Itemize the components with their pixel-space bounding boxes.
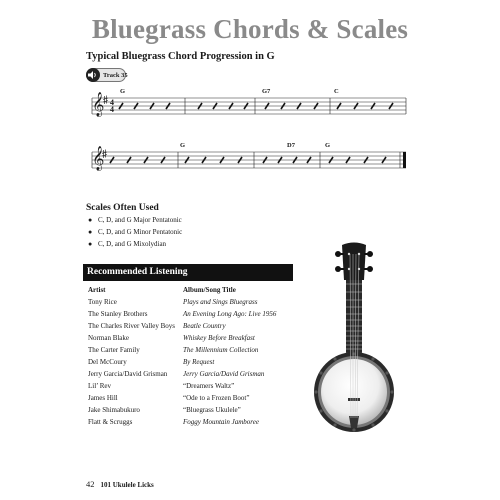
treble-clef-icon: 𝄞 — [92, 92, 105, 116]
scales-heading: Scales Often Used — [86, 203, 159, 213]
page-number: 42 — [86, 479, 95, 489]
treble-clef-icon: 𝄞 — [92, 146, 105, 170]
table-row — [83, 332, 293, 344]
artist-cell: Jerry Garcia/David Grisman — [88, 370, 168, 378]
chord-label: C — [334, 88, 339, 95]
scales-list — [88, 214, 182, 250]
title-cell: “Dreamers Waltz” — [183, 382, 235, 390]
chord-label: G — [120, 88, 126, 95]
title-cell: An Evening Long Ago: Live 1956 — [183, 310, 277, 318]
chord-label: D7 — [287, 142, 295, 149]
table-row — [83, 404, 293, 416]
artist-cell: Tony Rice — [88, 298, 117, 306]
table-row — [83, 368, 293, 380]
title-cell: Jerry Garcia/David Grisman — [183, 370, 265, 378]
page-footer — [86, 479, 154, 489]
recommended-listening-box — [83, 264, 293, 428]
scale-item-text: C, D, and G Minor Pentatonic — [98, 228, 183, 236]
time-signature-bottom: 4 — [110, 105, 114, 114]
track-label: Track 35 — [103, 72, 128, 79]
section-subtitle: Typical Bluegrass Chord Progression in G — [86, 51, 275, 62]
time-signature-top: 4 — [110, 98, 114, 107]
table-row — [83, 416, 293, 428]
title-cell: Foggy Mountain Jamboree — [183, 418, 259, 426]
list-item — [88, 238, 182, 250]
bullet-icon: ● — [88, 240, 93, 248]
bullet-icon: ● — [88, 216, 93, 224]
artist-cell: Jake Shimabukuro — [88, 406, 140, 414]
artist-cell: The Carter Family — [88, 346, 140, 354]
title-cell: “Ode to a Frozen Boot” — [183, 394, 250, 402]
scale-item-text: C, D, and G Mixolydian — [98, 240, 167, 248]
title-cell: Whiskey Before Breakfast — [183, 334, 255, 342]
artist-cell: The Stanley Brothers — [88, 310, 148, 318]
artist-cell: Lil’ Rev — [88, 382, 112, 390]
table-row — [83, 356, 293, 368]
banjo-ukulele-image — [302, 240, 412, 435]
page-title: Bluegrass Chords & Scales — [91, 14, 409, 44]
artist-cell: Del McCoury — [88, 358, 127, 366]
artist-cell: The Charles River Valley Boys — [88, 322, 175, 330]
artist-cell: Flatt & Scruggs — [88, 418, 133, 426]
title-cell: The Millennium Collection — [183, 346, 259, 354]
scale-item-text: C, D, and G Major Pentatonic — [98, 216, 182, 224]
table-row — [83, 308, 293, 320]
column-album: Album/Song Title — [183, 286, 236, 294]
book-title: 101 Ukulele Licks — [100, 481, 154, 489]
chord-label: G7 — [262, 88, 271, 95]
table-row — [83, 392, 293, 404]
table-header — [83, 285, 293, 296]
chord-label: G — [325, 142, 331, 149]
title-cell: “Bluegrass Ukulele” — [183, 406, 241, 414]
bullet-icon: ● — [88, 228, 93, 236]
chord-label: G — [180, 142, 186, 149]
artist-cell: Norman Blake — [88, 334, 130, 342]
table-row — [83, 344, 293, 356]
title-cell: Beatle Country — [183, 322, 226, 330]
table-row — [83, 380, 293, 392]
artist-cell: James Hill — [88, 394, 118, 402]
title-cell: By Request — [183, 358, 215, 366]
recommended-listening-heading: Recommended Listening — [83, 264, 293, 281]
table-row — [83, 320, 293, 332]
table-row — [83, 296, 293, 308]
list-item — [88, 226, 182, 238]
list-item — [88, 214, 182, 226]
title-cell: Plays and Sings Bluegrass — [183, 298, 258, 306]
column-artist: Artist — [88, 286, 106, 294]
staff-line-2 — [0, 0, 500, 200]
final-barline — [403, 152, 406, 168]
